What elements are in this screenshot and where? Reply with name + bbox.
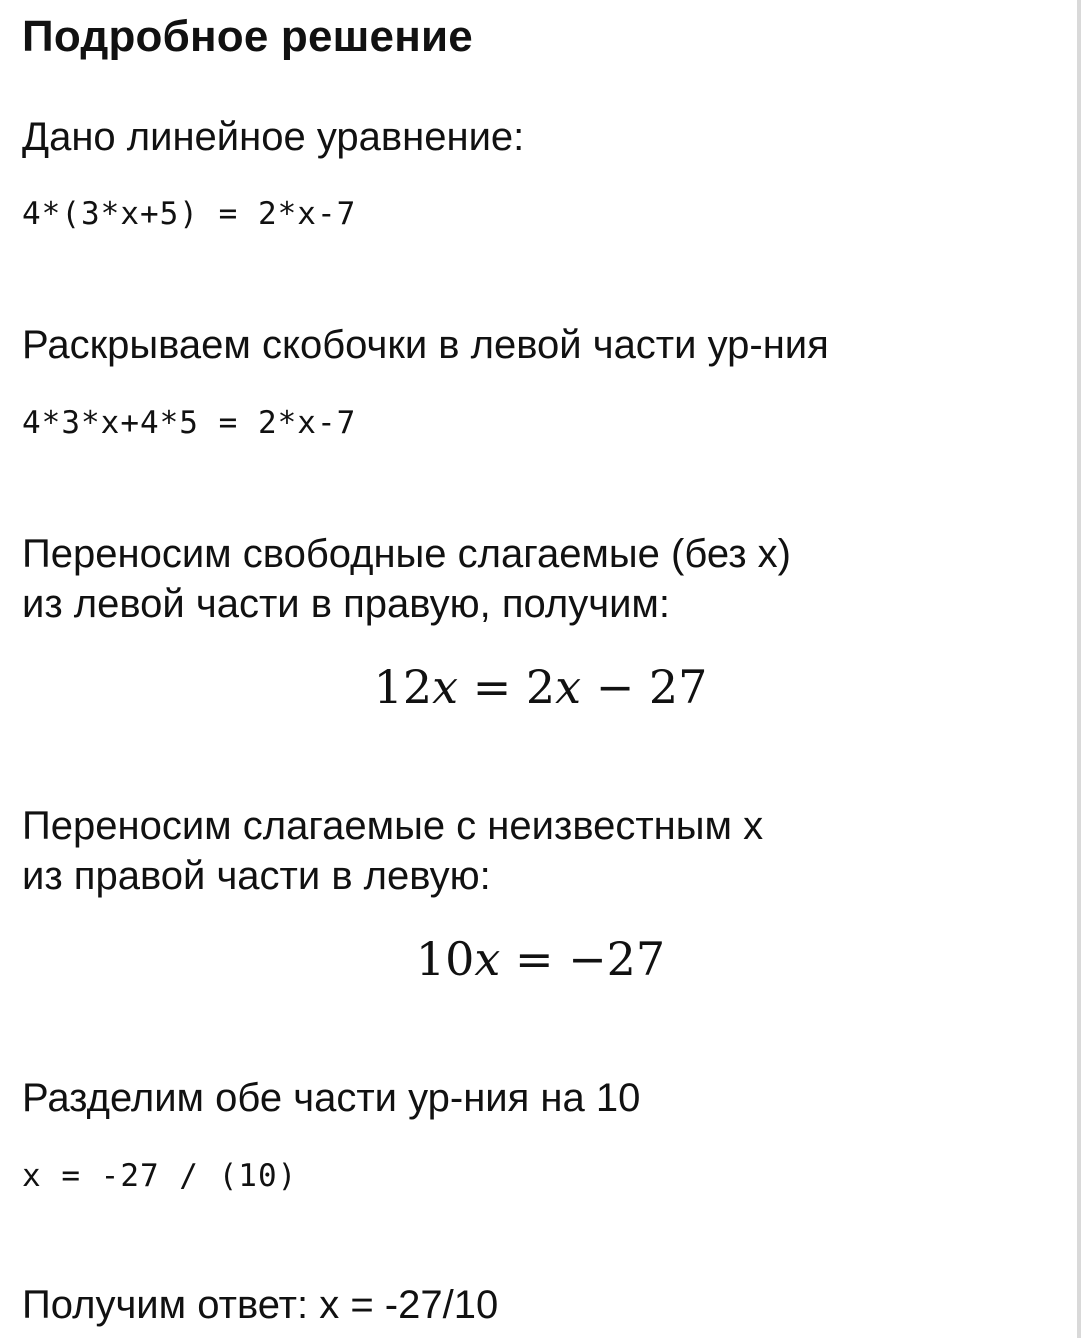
formula-lhs-coef: 12 xyxy=(373,660,433,714)
formula-var: x xyxy=(474,932,501,986)
formula-rhs: −27 xyxy=(568,932,666,986)
page-title: Подробное решение xyxy=(22,12,473,61)
formula-const: 27 xyxy=(648,660,708,714)
formula-rhs-coef: 2 xyxy=(525,660,556,714)
formula-lhs-coef: 10 xyxy=(415,932,475,986)
step5-equation: x = -27 / (10) xyxy=(22,1158,298,1194)
step4-text-line1: Переносим слагаемые с неизвестным x xyxy=(22,804,764,848)
formula-var: x xyxy=(432,660,459,714)
step3-formula xyxy=(0,660,1081,714)
formula-eq: = xyxy=(514,932,554,986)
formula-var: x xyxy=(555,660,582,714)
step5-text: Разделим обе части ур-ния на 10 xyxy=(22,1076,641,1120)
step3-text-line1: Переносим свободные слагаемые (без x) xyxy=(22,532,791,576)
formula-op: − xyxy=(595,660,635,714)
step3-text-line2: из левой части в правую, получим: xyxy=(22,582,671,626)
step4-formula xyxy=(0,932,1081,986)
answer-text: Получим ответ: x = -27/10 xyxy=(22,1283,499,1327)
formula-eq: = xyxy=(472,660,512,714)
step1-equation: 4*(3*x+5) = 2*x-7 xyxy=(22,196,357,232)
step1-text: Дано линейное уравнение: xyxy=(22,115,525,159)
step2-text: Раскрываем скобочки в левой части ур-ния xyxy=(22,323,829,367)
step4-text-line2: из правой части в левую: xyxy=(22,854,491,898)
step2-equation: 4*3*x+4*5 = 2*x-7 xyxy=(22,405,357,441)
